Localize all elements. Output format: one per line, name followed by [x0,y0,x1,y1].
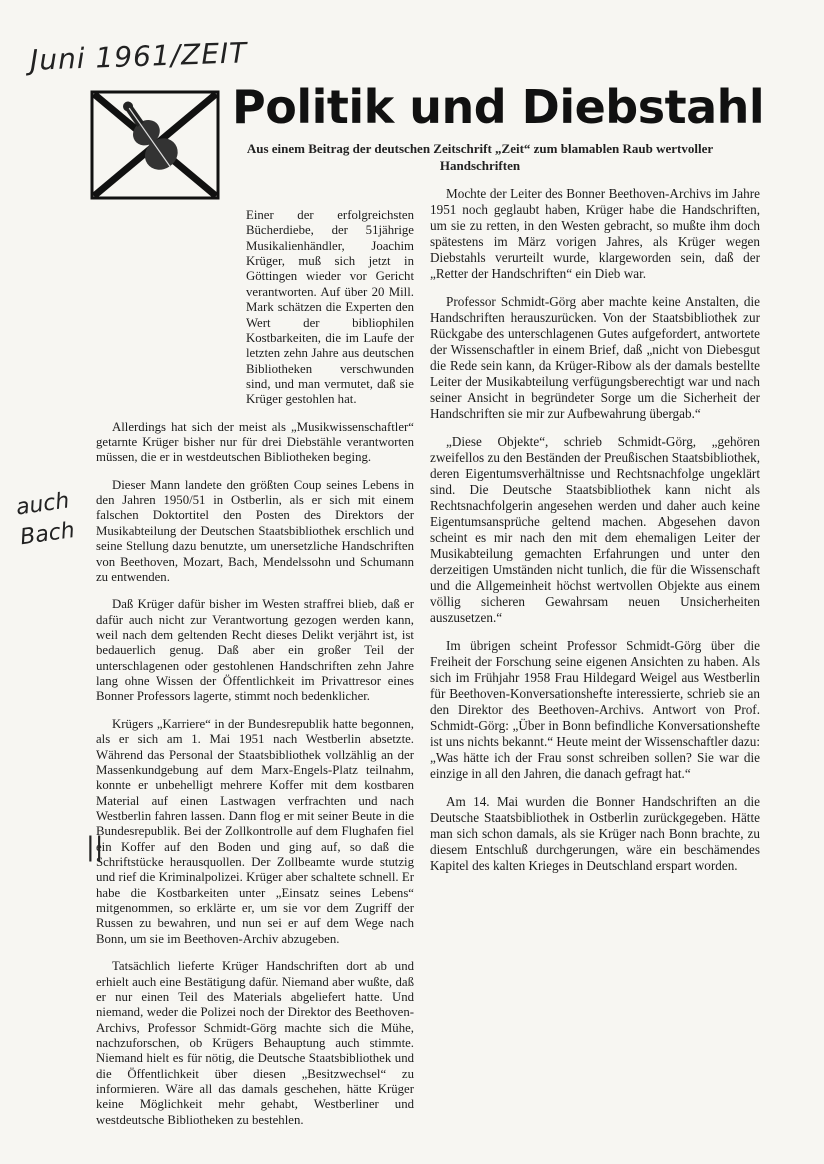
article-subtitle: Aus einem Beitrag der deutschen Zeitschrift „Zeit“ zum blamablen Raub wertvoller Handschriften [246,141,714,173]
paragraph: Krügers „Karriere“ in der Bundesrepublik hatte begonnen, als er sich am 1. Mai 1951 nach Westberlin absetzte. Während das Personal der Staatsbibliothek vollzählig an der Massenkundgebung auf dem Marx-Engels-Platz teilnahm, konnte er unbehelligt mehrere Koffer mit dem kostbaren Material auf einen Lastwagen verfrachten und nach Westberlin fahren lassen. Dann flog er mit seiner Beute in die Bundesrepublik. Bei der Zollkontrolle auf dem Flughafen fiel ein Koffer auf den Boden und ging auf, so daß die Schriftstücke herausquollen. Der Zollbeamte wurde stutzig und rief die Kriminalpolizei. Krüger aber schaltete schnell. Er habe die Kostbarkeiten unter „Einsatz seines Lebens“ mitgenommen, so erklärte er, um sie vor dem Zugriff der Russen zu bewahren, und nun sei er auf dem Wege nach Bonn, um sie im Beethoven-Archiv abzugeben. [96,716,414,946]
handwritten-date-note: Juni 1961/ZEIT [29,36,248,77]
margin-note-line-1: auch [14,488,71,521]
paragraph: Daß Krüger dafür bisher im Westen straffrei blieb, daß er dafür auch nicht zur Verantwortung gezogen werden kann, weil nach dem geltenden Recht dieses Delikt verjährt ist, ist bedauerlich genug. Daß aber ein großer Teil der unterschlagenen oder gestohlenen Handschriften zehn Jahre lang ohne Wissen der Öffentlichkeit im Privattresor eines Bonner Professors lagerte, stimmt noch bedenklicher. [96,597,414,704]
paragraph: Im übrigen scheint Professor Schmidt-Görg über die Freiheit der Forschung seine eigenen Ansichten zu haben. Als sich im Frühjahr 1958 Frau Hildegard Weigel aus Westberlin für Beethoven-Konversationshefte interessierte, schrieb sie an den Direktor des Beethoven-Archivs. Antwort von Prof. Schmidt-Görg: „Über in Bonn befindliche Konversationshefte ist uns nichts bekannt.“ Heute meint der Wissenschaftler dazu: „Was hätte ich der Frau sonst schreiben sollen? Sie war die einzige in all den Jahren, die danach gefragt hat.“ [430,638,760,781]
paragraph: Professor Schmidt-Görg aber machte keine Anstalten, die Handschriften herauszurücken. Von der Staatsbibliothek zur Rückgabe des unterschlagenen Gutes aufgefordert, antwortete der Wissenschaftler in einem Brief, daß „nicht von Diebesgut die Rede sein kann, da Krüger-Ribow als der damals bestellte Leiter der Musikabteilung verfügungsberechtigt war und nach seiner Ansicht in begründeter Sorge um die Sicherheit der Handschriften sie mir zur Aufbewahrung übergab.“ [430,294,760,421]
paragraph: Allerdings hat sich der meist als „Musikwissenschaftler“ getarnte Krüger bisher nur für drei Diebstähle verantworten müssen, die er in westdeutschen Bibliotheken beging. [96,419,414,465]
paragraph: Am 14. Mai wurden die Bonner Handschriften an die Deutsche Staatsbibliothek in Ostberlin zurückgegeben. Hätte man sich schon damals, als sie Krüger nach Bonn brachte, zu diesem Entschluß durchgerungen, wäre ein beschämendes Kapitel des kalten Krieges in Deutschland erspart worden. [430,794,760,873]
paragraph: Einer der erfolgreichsten Bücherdiebe, der 51jährige Musikalienhändler, Joachim Krüger, muß sich jetzt in Göttingen wieder vor Gericht verantworten. Auf über 20 Mill. Mark schätzen die Experten den Wert der bibliophilen Kostbarkeiten, die im Laufe der letzten zehn Jahre aus deutschen Bibliotheken verschwunden sind, und man vermutet, daß sie Krüger gestohlen hat. [246,208,414,407]
paragraph: Tatsächlich lieferte Krüger Handschriften dort ab und erhielt auch eine Bestätigung dafür. Niemand aber wußte, daß er nur einen Teil des Materials abgeliefert hatte. Und niemand, weder die Polizei noch der Direktor des Beethoven-Archivs, Professor Schmidt-Görg machte sich die Mühe, nachzuforschen, ob Krügers Behauptung auch stimmte. Niemand hielt es für nötig, die Deutsche Staatsbibliothek und die Öffentlichkeit über diesen „Besitzwechsel“ zu informieren. Wäre all das damals geschehen, hätte Krüger keine Möglichkeit mehr gehabt, Westberliner und westdeutsche Bibliotheken zu bestehlen. [96,959,414,1127]
article-title: Politik und Diebstahl [232,80,765,134]
paragraph: „Diese Objekte“, schrieb Schmidt-Görg, „gehören zweifellos zu den Beständen der Preußischen Staatsbibliothek, deren Eigentumsverhältnisse und Rechtsnachfolge ungeklärt sind. Die Deutsche Staatsbibliothek kann nicht als Rechtsnachfolgerin angesehen werden und daher auch keine Eigentumsansprüche geltend machen. Abgesehen davon scheint es mir nach den mit dem ehemaligen Leiter der Musikabteilung gemachten Erfahrungen und unter den derzeitigen Umständen nicht tunlich, die für die Wissenschaft und die Allgemeinheit höchst wertvollen Objekte aus einem völlig sicheren Gewahrsam neuen Unsicherheiten auszusetzen.“ [430,434,760,625]
article-column-right [430,186,760,886]
margin-marker: || [86,832,104,862]
handwritten-margin-note [14,483,102,554]
margin-note-line-2: Bach [18,517,77,551]
crossed-violin-icon [90,90,220,200]
paragraph: Mochte der Leiter des Bonner Beethoven-Archivs im Jahre 1951 noch geglaubt haben, Krüger habe die Handschriften, um sie zu retten, in den Westen gebracht, so mußte ihm doch spätestens im März vorigen Jahres, als Krüger wegen Diebstahls verurteilt wurde, klargeworden sein, daß der „Retter der Handschriften“ ein Dieb war. [430,186,760,281]
article-column-left [96,208,414,1140]
paragraph: Dieser Mann landete den größten Coup seines Lebens in den Jahren 1950/51 in Ostberlin, als er sich mit einem falschen Doktortitel den Posten des Direktors der Musikabteilung der Deutschen Staatsbibliothek erschlich und seine Stellung dazu benutzte, um unersetzliche Handschriften von Beethoven, Mozart, Bach, Mendelssohn und Schumann zu entwenden. [96,477,414,584]
